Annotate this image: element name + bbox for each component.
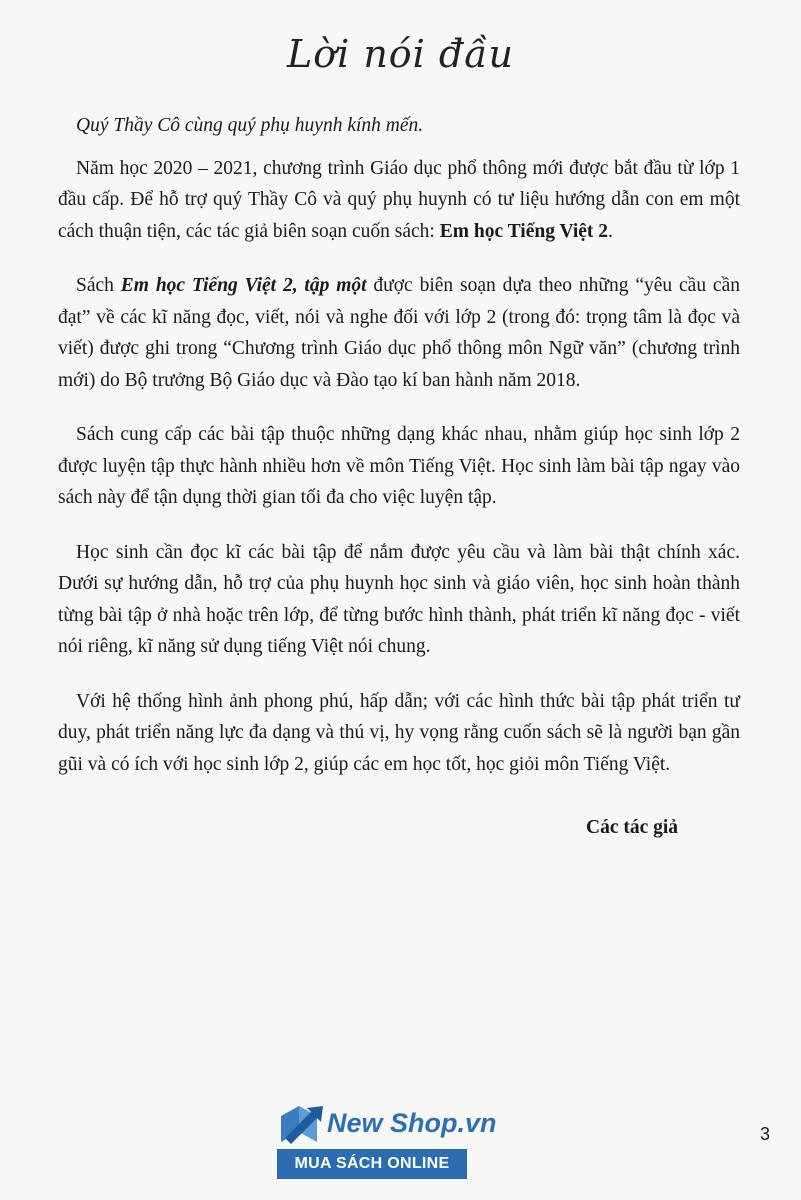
logo-name: New Shop.vn: [327, 1108, 497, 1138]
paragraph-1-text: Năm học 2020 – 2021, chương trình Giáo dục phổ thông mới được bắt đầu từ lớp 1 đầu cấp. Để hỗ trợ quý Thầy Cô và quý phụ huynh có tư liệu hướng dẫn con em một cách thuận tiện, các tác giả biên soạn cuốn sách:: [58, 157, 740, 242]
paragraph-5: Với hệ thống hình ảnh phong phú, hấp dẫn; với các hình thức bài tập phát triển tư duy, phát triển năng lực đa dạng và thú vị, hy vọng rằng cuốn sách sẽ là người bạn gần gũi và có ích với học sinh lớp 2, giúp các em học tốt, học giỏi môn Tiếng Việt.: [58, 690, 740, 775]
logo-tagline: MUA SÁCH ONLINE: [277, 1149, 467, 1179]
paragraph-1-end: .: [608, 220, 613, 242]
paragraph-2-start: Sách: [76, 275, 121, 296]
paragraph-1: [58, 153, 740, 248]
page-number: 3: [760, 1124, 771, 1144]
page-title: Lời nói đầu: [286, 32, 514, 76]
greeting: Quý Thầy Cô cùng quý phụ huynh kính mến.: [76, 115, 424, 136]
preface-body: [58, 110, 740, 803]
newshop-logo[interactable]: [277, 1102, 497, 1182]
paragraph-3: Sách cung cấp các bài tập thuộc những dạng khác nhau, nhằm giúp học sinh lớp 2 được luyện tập thực hành nhiều hơn về môn Tiếng Việt. Học sinh làm bài tập ngay vào sách này để tận dụng thời gian tối đa cho việc luyện tập.: [58, 424, 740, 508]
paragraph-2: [58, 270, 740, 396]
signature: Các tác giả: [586, 817, 679, 838]
paragraph-2-text: được biên soạn dựa theo những “yêu cầu cần đạt” về các kĩ năng đọc, viết, nói và nghe đối với lớp 2 (trong đó: trọng tâm là đọc và viết) được ghi trong “Chương trình Giáo dục phổ thông môn Ngữ văn” (chương trình mới) do Bộ trưởng Bộ Giáo dục và Đào tạo kí ban hành năm 2018.: [58, 275, 740, 391]
book-arrow-icon: [277, 1102, 329, 1148]
book-title-volume: Em học Tiếng Việt 2, tập một: [120, 275, 367, 296]
paragraph-4: Học sinh cần đọc kĩ các bài tập để nắm được yêu cầu và làm bài thật chính xác. Dưới sự hướng dẫn, hỗ trợ của phụ huynh học sinh và giáo viên, học sinh hoàn thành từng bài tập ở nhà hoặc trên lớp, để từng bước hình thành, phát triển kĩ năng đọc - viết nói riêng, kĩ năng sử dụng tiếng Việt nói chung.: [58, 541, 740, 657]
book-title: Em học Tiếng Việt 2: [439, 220, 609, 242]
